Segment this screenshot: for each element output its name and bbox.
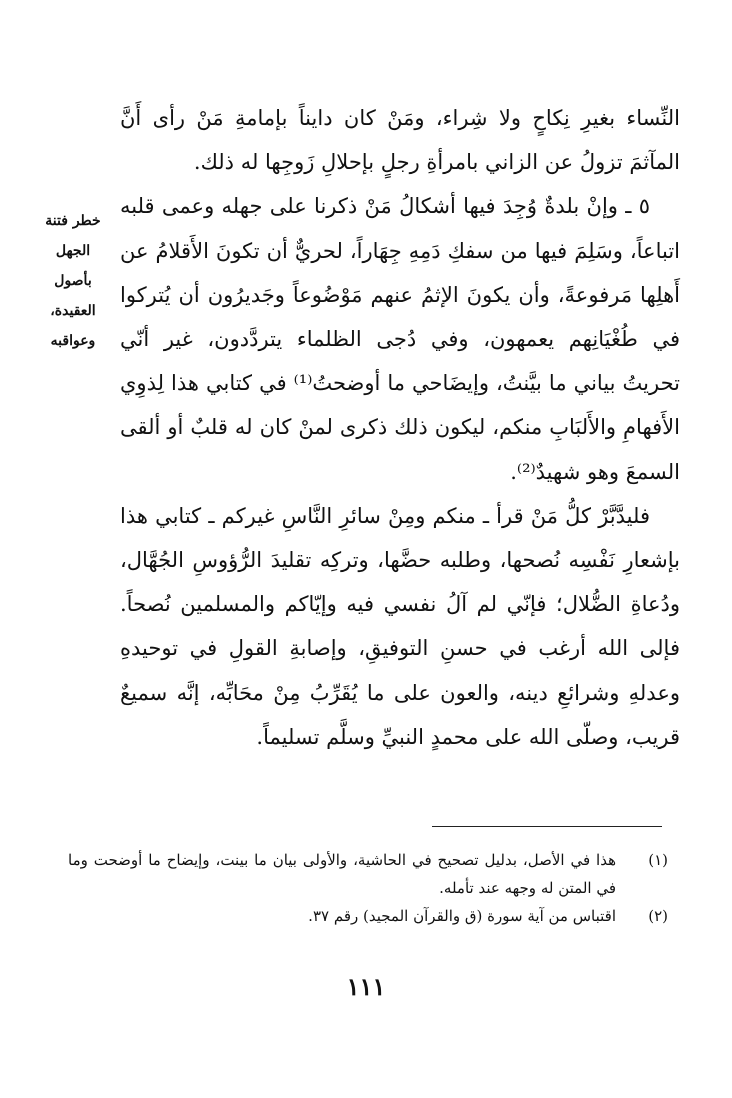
- page-number: ١١١: [346, 972, 386, 1001]
- margin-heading-line: وعواقبه: [50, 333, 96, 349]
- footnote-2: [68, 902, 668, 930]
- footnotes: [68, 846, 668, 930]
- margin-heading: [32, 206, 114, 356]
- paragraph-section-5: ٥ ـ وإنْ بلدةٌ وُجِدَ فيها أشكالُ مَنْ ذكرنا على جهله وعمى قلبه اتباعاً، وسَلِمَ فيها من سفكِ دَمِهِ جِهَاراً، لحريٌّ أن تكونَ الأَقلامُ عن أَهلِها مَرفوعةً، وأن يكونَ الإثمُ عنهم مَوْضُوعاً وجَديرُون أن يُتركوا في طُغْيَانِهم يعمهون، وفي دُجى الظلماء يتردَّدون، غير أنّي تحريتُ بياني ما بيَّنتُ، وإيضَاحي ما أوضحتُ⁽¹⁾ في كتابي هذا لِذوِي الأَفهامِ والأَلبَابِ منكم، ليكون ذلك ذكرى لمنْ كان له قلبٌ أو ألقى السمعَ وهو شهيدٌ⁽²⁾.: [120, 194, 680, 484]
- main-text: [120, 96, 680, 759]
- footnote-1: [68, 846, 668, 902]
- footnote-marker: (١): [648, 851, 668, 869]
- margin-heading-line: العقيدة،: [50, 303, 96, 319]
- footnote-separator: [432, 826, 662, 827]
- paragraph-continuation: النِّساء بغيرِ نِكاحٍ ولا شِراء، ومَنْ كان دايناً بإمامةِ مَنْ رأى أَنَّ المآثمَ تزولُ عن الزاني بامرأةِ رجلٍ بإحلالِ زَوجِها له ذلك.: [120, 106, 680, 175]
- margin-heading-line: بأصول: [54, 273, 92, 289]
- margin-heading-line: خطر فتنة: [45, 213, 101, 229]
- paragraph-closing: فليدَّبَّرْ كلُّ مَنْ قرأ ـ منكم ومِنْ سائرِ النَّاسِ غيركم ـ كتابي هذا بإشعارِ نَفْسِه نُصحها، وطلبه حضَّها، وتركِه تقليدَ الرُّؤوسِ الجُهَّال، ودُعاةِ الضُّلال؛ فإنّي لم آلُ نفسي فيه وإيّاكم والمسلمين نُصحاً. فإلى الله أرغب في حسنِ التوفيقِ، وإصابةِ القولِ في توحيدهِ وعدلهِ وشرائعِ دينه، والعون على ما يُقَرِّبُ مِنْ محَابِّه، إنَّه سميعٌ قريب، وصلّى الله على محمدٍ النبيِّ وسلَّم تسليماً.: [120, 503, 680, 749]
- footnote-marker: (٢): [648, 907, 668, 925]
- margin-heading-line: الجهل: [55, 243, 91, 259]
- footnote-text: هذا في الأصل، بدليل تصحيح في الحاشية، والأولى بيان ما بينت، وإيضاح ما أوضحت وما في المتن له وجهه عند تأمله.: [68, 851, 616, 897]
- footnote-text: اقتباس من آية سورة (ق والقرآن المجيد) رقم ٣٧.: [308, 907, 616, 925]
